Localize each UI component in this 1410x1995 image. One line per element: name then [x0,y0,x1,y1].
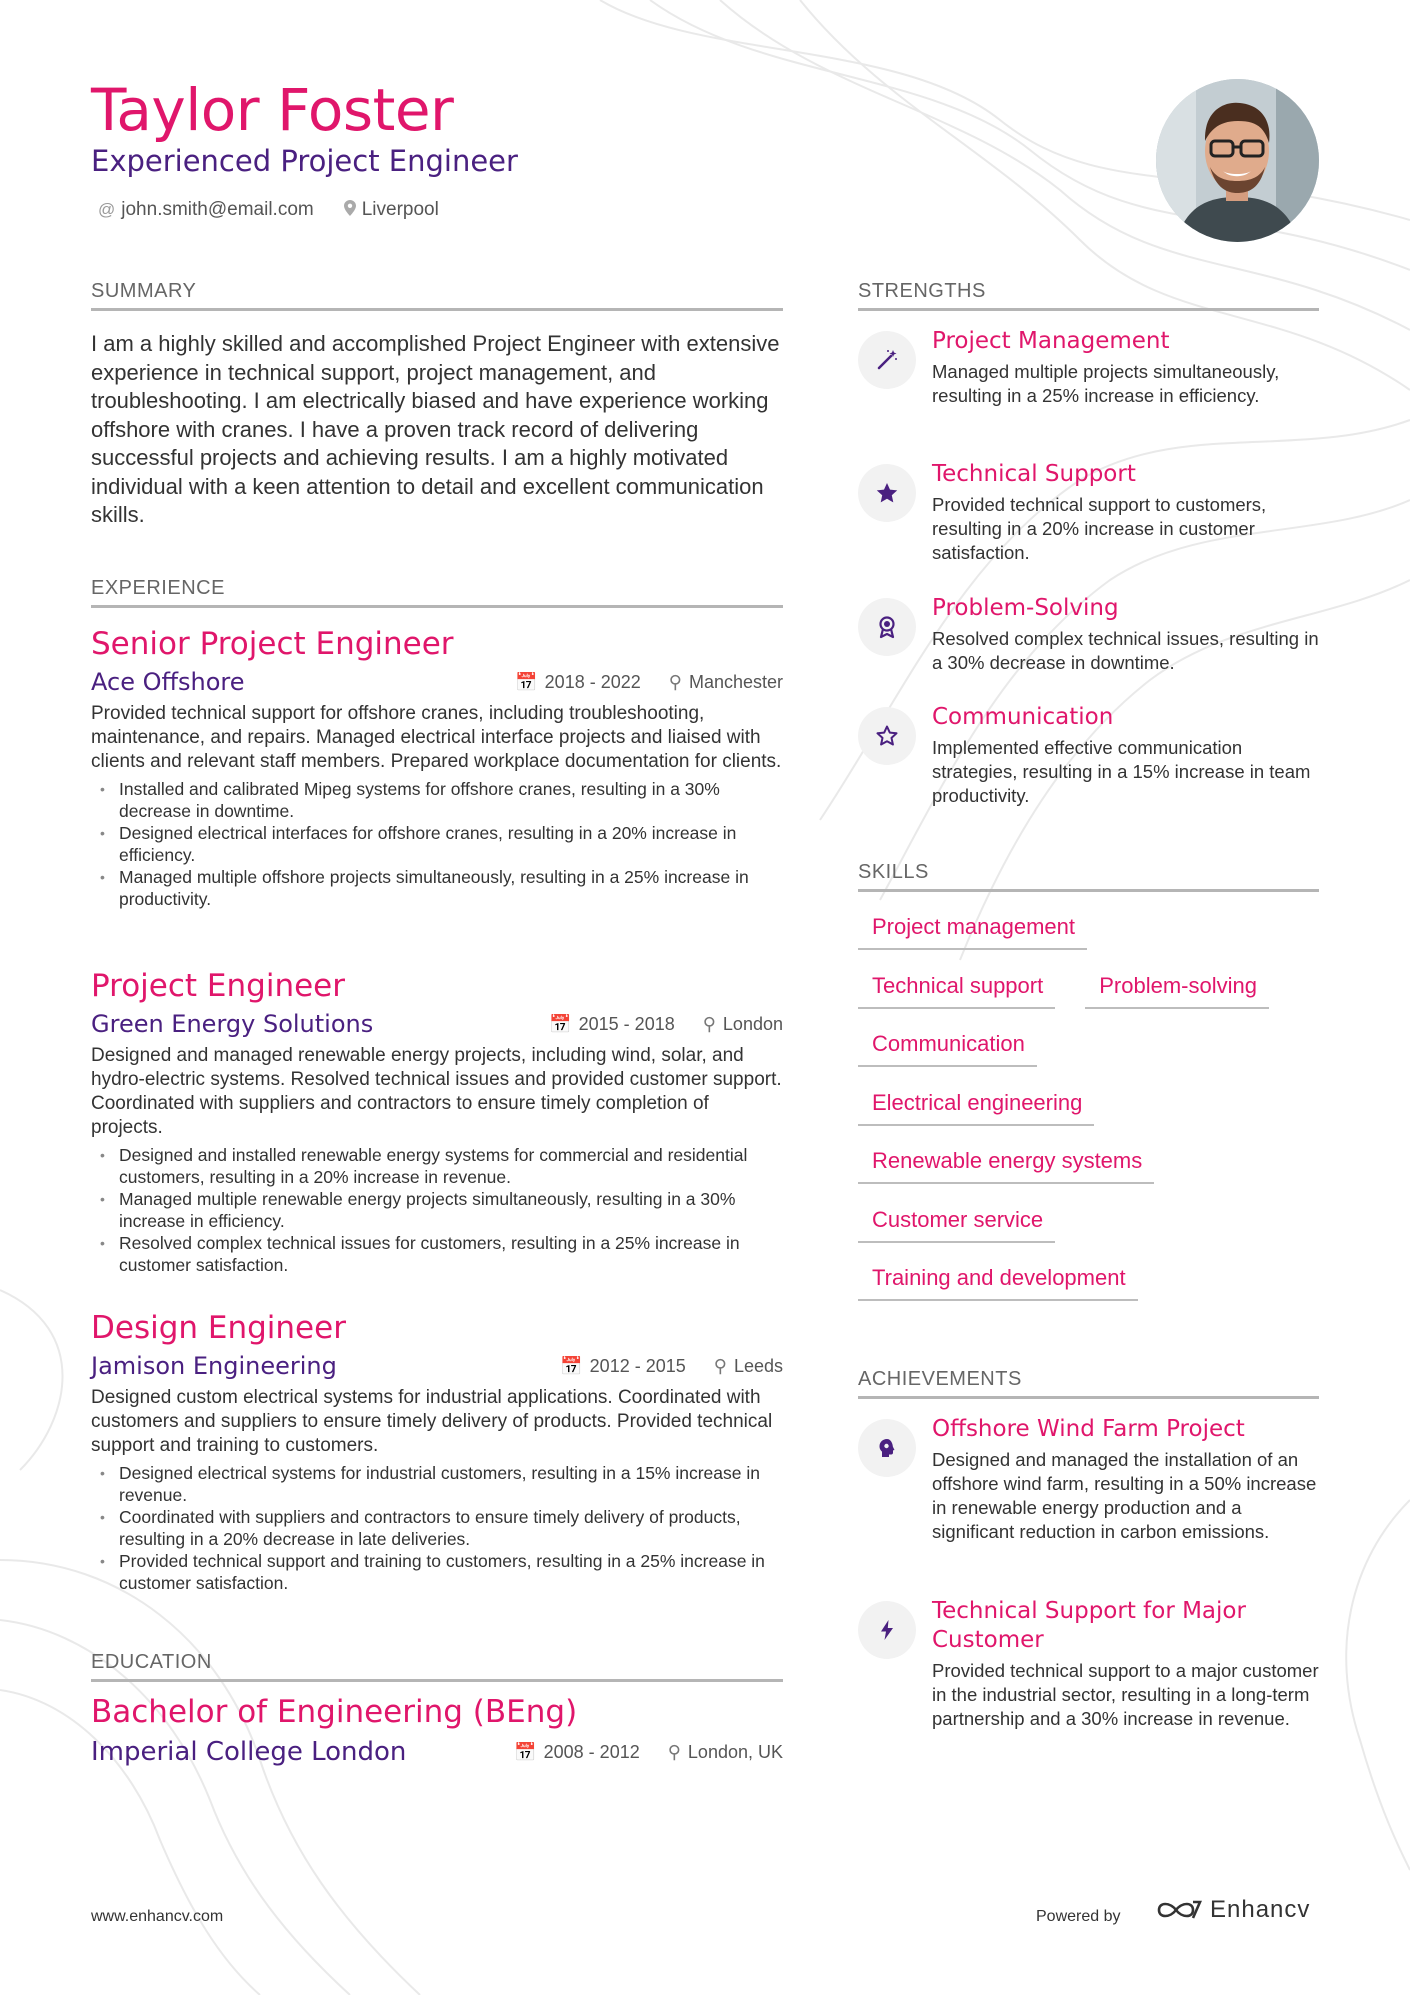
job-dates: 2012 - 2015 [589,1355,686,1376]
list-item: • Coordinated with suppliers and contractors to ensure timely delivery of products, resulting in a 20% decrease in late deliveries. [91,1506,783,1550]
star-filled-icon [858,464,916,522]
list-item: • Managed multiple renewable energy projects simultaneously, resulting in a 30% increase in efficiency. [91,1188,783,1232]
job-dates: 2015 - 2018 [578,1013,675,1034]
strength-text: Provided technical support to customers, resulting in a 20% increase in customer satisfaction. [932,494,1267,563]
strength-item [858,594,1323,675]
job-description: Provided technical support for offshore cranes, including troubleshooting, maintenance, and repairs. Managed electrical interface projects and liaised with clients and relevant staff members. Prepared workplace documentation for clients. [91,703,782,772]
candidate-name: Taylor Foster [91,76,454,144]
calendar-icon: 📅 [549,1013,572,1034]
company-name: Green Energy Solutions [91,1010,374,1038]
experience-heading: EXPERIENCE [91,577,783,608]
enhancv-logo-icon [1156,1897,1202,1923]
strength-item [858,460,1323,565]
list-item: • Designed and installed renewable energy systems for commercial and residential customers, resulting in a 20% increase in revenue. [91,1144,783,1188]
achievement-item [858,1415,1323,1544]
lightning-icon [858,1601,916,1659]
profile-photo [1156,79,1319,242]
email-contact[interactable] [98,199,314,221]
achievements-heading: ACHIEVEMENTS [858,1368,1319,1399]
skill-tag: Renewable energy systems [858,1142,1154,1184]
strength-item [858,703,1323,808]
location-pin-icon: ⚲ [667,1741,681,1762]
skill-tag: Communication [858,1025,1037,1067]
education-entry [91,1692,783,1772]
award-icon [858,598,916,656]
experience-entry [91,624,783,910]
list-item: • Managed multiple offshore projects simultaneously, resulting in a 25% increase in productivity. [91,866,783,910]
candidate-role: Experienced Project Engineer [91,144,518,178]
job-title: Design Engineer [91,1310,346,1346]
email-text: john.smith@email.com [121,199,314,220]
skill-tag: Training and development [858,1259,1138,1301]
achievement-title: Technical Support for Major Customer [932,1598,1246,1653]
list-item: • Designed electrical interfaces for offshore cranes, resulting in a 20% increase in efficiency. [91,822,783,866]
summary-text: I am a highly skilled and accomplished Project Engineer with extensive experience in technical support, project management, and troubleshooting. I am electrically biased and have experience working offshore with cranes. I have a proven track record of delivering successful projects and achieving results. I am a highly motivated individual with a keen attention to detail and excellent communication skills. [91,331,780,527]
list-item: • Resolved complex technical issues for customers, resulting in a 25% increase in customer satisfaction. [91,1232,783,1276]
company-name: Jamison Engineering [91,1352,337,1380]
location-contact [344,199,439,221]
education-location: London, UK [687,1741,783,1762]
enhancv-brand-name: Enhancv [1210,1896,1311,1923]
skill-tag: Electrical engineering [858,1084,1094,1126]
enhancv-logo[interactable] [1156,1896,1310,1924]
job-location: London [722,1013,783,1034]
degree-title: Bachelor of Engineering (BEng) [91,1694,578,1730]
strength-title: Technical Support [932,461,1136,487]
list-item: • Installed and calibrated Mipeg systems for offshore cranes, resulting in a 30% decrease in downtime. [91,778,783,822]
summary-heading: SUMMARY [91,280,783,311]
job-description: Designed custom electrical systems for industrial applications. Coordinated with customers and suppliers to ensure timely delivery of products. Provided technical support and training to customers. [91,1387,773,1456]
company-name: Ace Offshore [91,668,245,696]
calendar-icon: 📅 [560,1355,583,1376]
calendar-icon: 📅 [514,1741,537,1762]
at-icon: @ [98,200,116,219]
experience-entry [91,966,783,1276]
achievement-text: Designed and managed the installation of an offshore wind farm, resulting in a 50% increase in renewable energy production and a significant reduction in carbon emissions. [932,1449,1317,1542]
skill-tag: Technical support [858,967,1055,1009]
contact-info [98,199,439,221]
school-name: Imperial College London [91,1737,407,1767]
job-bullets [91,1462,783,1594]
head-gear-icon [858,1419,916,1477]
job-dates: 2018 - 2022 [544,671,641,692]
location-pin-icon [344,200,356,221]
location-pin-icon: ⚲ [702,1013,716,1034]
strength-item [858,327,1323,408]
job-title: Senior Project Engineer [91,626,454,662]
skill-tag: Project management [858,908,1087,950]
job-location: Manchester [688,671,783,692]
job-description: Designed and managed renewable energy projects, including wind, solar, and hydro-electric systems. Resolved technical issues and provided customer support. Coordinated with suppliers and contractors to ensure timely completion of projects. [91,1045,782,1138]
calendar-icon: 📅 [515,671,538,692]
skill-tag: Customer service [858,1201,1055,1243]
star-outline-icon [858,707,916,765]
achievement-text: Provided technical support to a major customer in the industrial sector, resulting in a long-term partnership and a 30% increase in revenue. [932,1660,1319,1729]
skills-heading: SKILLS [858,861,1319,892]
strength-text: Managed multiple projects simultaneously, resulting in a 25% increase in efficiency. [932,361,1280,406]
strength-text: Resolved complex technical issues, resulting in a 30% decrease in downtime. [932,628,1319,673]
strength-text: Implemented effective communication strategies, resulting in a 15% increase in team productivity. [932,737,1311,806]
education-heading: EDUCATION [91,1651,783,1682]
location-text: Liverpool [361,199,439,220]
list-item: • Provided technical support and training to customers, resulting in a 25% increase in customer satisfaction. [91,1550,783,1594]
experience-entry [91,1308,783,1594]
education-dates: 2008 - 2012 [543,1741,640,1762]
strength-title: Problem-Solving [932,595,1119,621]
skills-list [858,908,1328,1318]
skill-tag: Problem-solving [1085,967,1269,1009]
list-item: • Designed electrical systems for industrial customers, resulting in a 15% increase in revenue. [91,1462,783,1506]
location-pin-icon: ⚲ [668,671,682,692]
job-bullets [91,1144,783,1276]
achievement-item [858,1597,1323,1731]
powered-by-label: Powered by [1036,1908,1121,1925]
strengths-heading: STRENGTHS [858,280,1319,311]
magic-wand-icon [858,331,916,389]
job-title: Project Engineer [91,968,345,1004]
strength-title: Project Management [932,328,1170,354]
job-location: Leeds [733,1355,783,1376]
website-link[interactable]: www.enhancv.com [91,1908,224,1925]
location-pin-icon: ⚲ [713,1355,727,1376]
strength-title: Communication [932,704,1114,730]
achievement-title: Offshore Wind Farm Project [932,1416,1245,1442]
job-bullets [91,778,783,910]
